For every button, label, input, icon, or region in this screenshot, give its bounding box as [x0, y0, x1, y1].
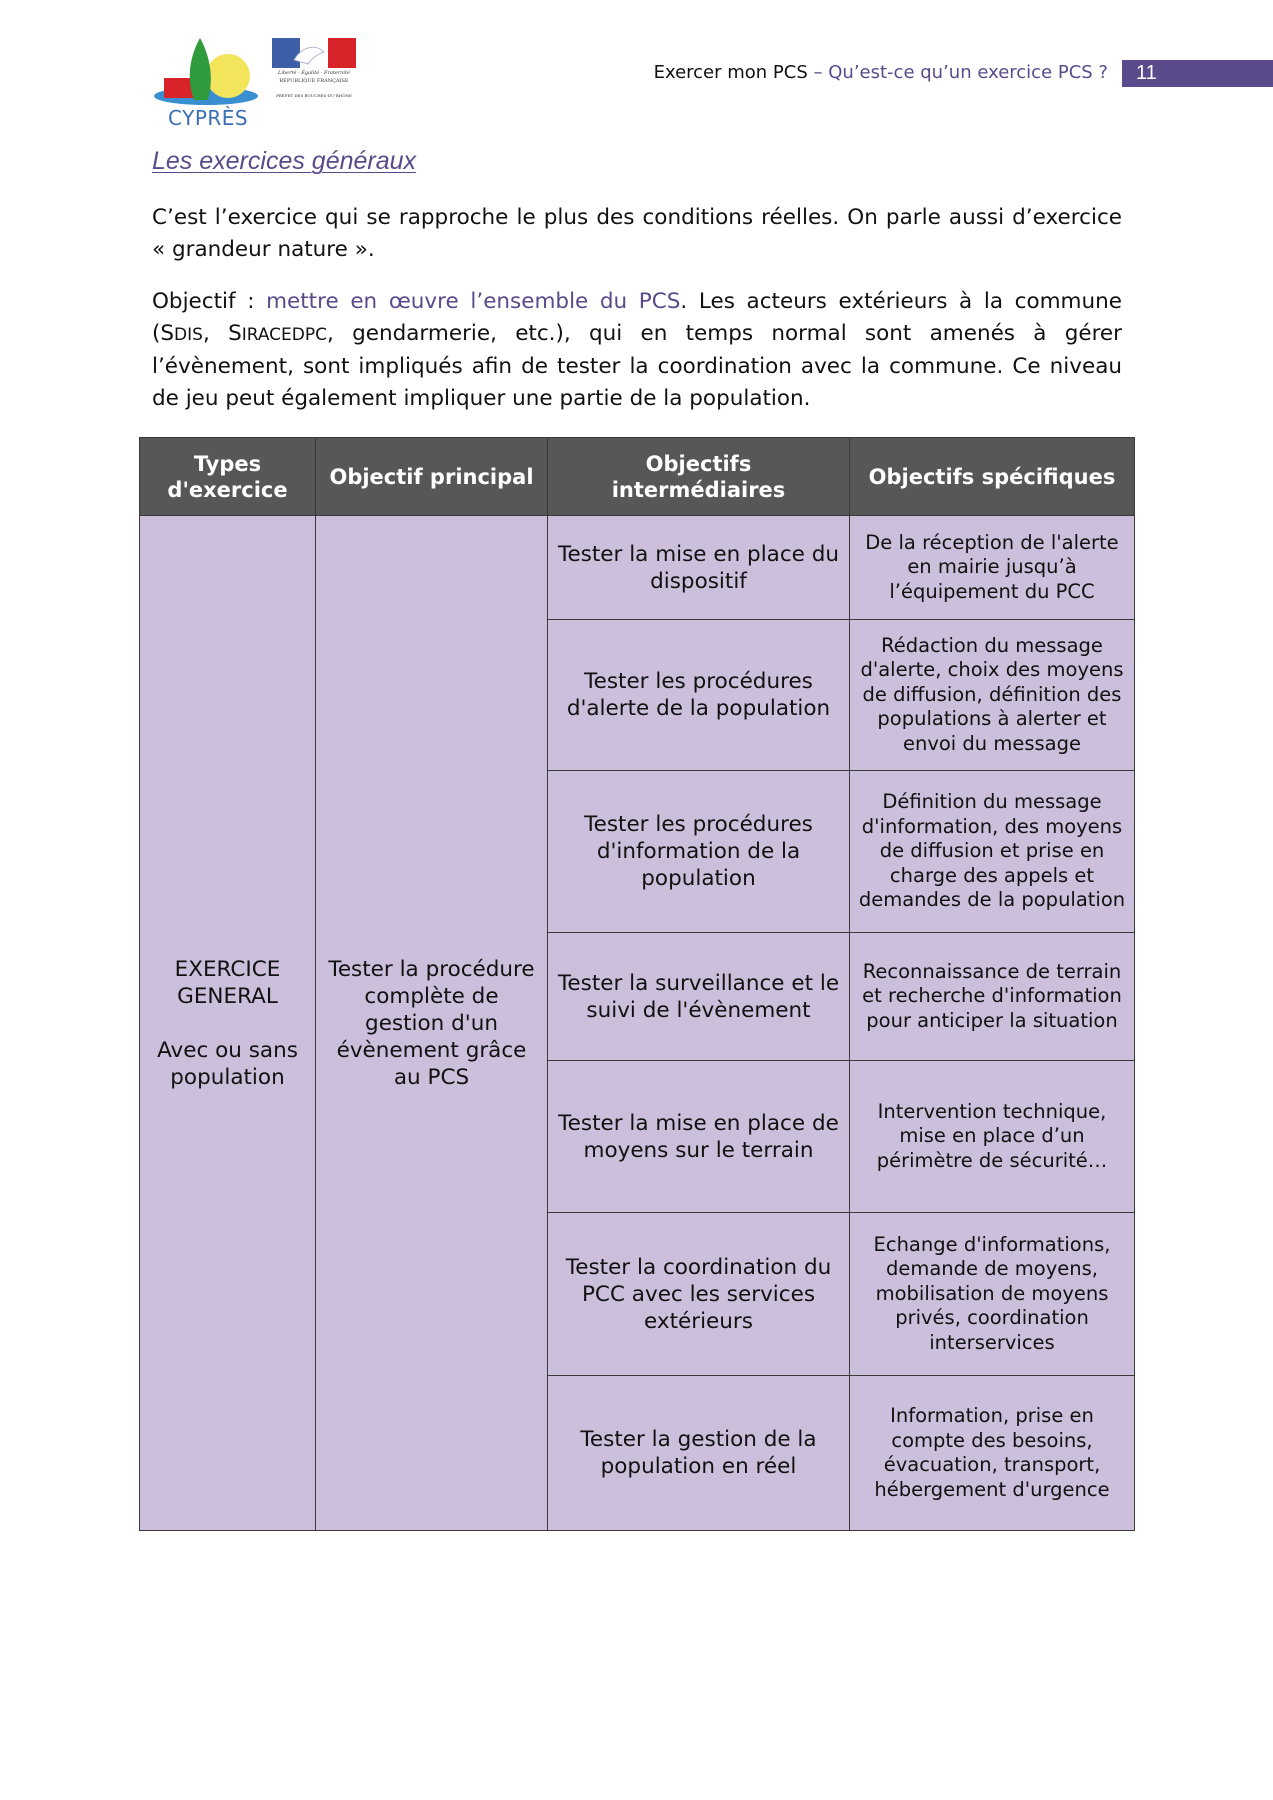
siracedpc-initial: S: [228, 320, 242, 346]
page-number: 11: [1136, 62, 1157, 84]
exercise-table: [139, 437, 1135, 1531]
running-header: [654, 62, 1108, 83]
exercise-type-population: Avec ou sans population: [157, 1037, 298, 1090]
intermediate-objective: Tester la gestion de la population en réel: [548, 1376, 850, 1531]
objective-comma: ,: [202, 320, 229, 346]
specific-objective: Définition du message d'information, des moyens de diffusion et prise en charge des appels et demandes de la population: [850, 771, 1135, 933]
prefecture-motto: Liberté · Égalité · Fraternité: [278, 70, 350, 76]
header-main-objective: Objectif principal: [316, 438, 548, 516]
cypres-logo-text: CYPRÈS: [168, 106, 249, 130]
exercise-type-name: EXERCICE GENERAL: [174, 956, 281, 1009]
objective-label: Objectif :: [152, 289, 255, 314]
main-objective-cell: Tester la procédure complète de gestion d'un évènement grâce au PCS: [316, 516, 548, 1531]
intermediate-objective: Tester les procédures d'alerte de la population: [548, 620, 850, 771]
table-header-row: [140, 438, 1135, 516]
siracedpc-rest: IRACEDPC: [241, 324, 328, 345]
objective-text-part1: . Les acteurs extérieurs à la commune (: [152, 289, 1122, 346]
sdis-initial: S: [160, 320, 175, 346]
specific-objective: Echange d'informations, demande de moyens, mobilisation de moyens privés, coordination interservices: [850, 1213, 1135, 1376]
intermediate-objective: Tester la mise en place de moyens sur le terrain: [548, 1061, 850, 1213]
intermediate-objective: Tester la coordination du PCC avec les services extérieurs: [548, 1213, 850, 1376]
intermediate-objective: Tester les procédures d'information de la population: [548, 771, 850, 933]
objective-paragraph: [152, 286, 1122, 414]
intermediate-objective: Tester la surveillance et le suivi de l'évènement: [548, 933, 850, 1061]
header-specific-objectives: Objectifs spécifiques: [850, 438, 1135, 516]
objective-text-part2: , gendarmerie, etc.), qui en temps normal sont amenés à gérer l’évènement, sont impliqués afin de tester la coordination avec la commune. Ce niveau de jeu peut également impliquer une partie de la population.: [152, 320, 1123, 411]
sdis-rest: DIS: [174, 324, 203, 345]
header-type: Types d'exercice: [140, 438, 316, 516]
chapter-title: Qu’est-ce qu’un exercice PCS ?: [828, 62, 1108, 83]
prefecture-logo: [272, 38, 356, 110]
specific-objective: Intervention technique, mise en place d’un périmètre de sécurité…: [850, 1061, 1135, 1213]
header-separator: –: [813, 62, 823, 83]
prefecture-name: PRÉFET DES BOUCHES-DU-RHÔNE: [276, 93, 352, 98]
marianne-flag-icon: [272, 38, 356, 68]
specific-objective: Rédaction du message d'alerte, choix des moyens de diffusion, définition des populations à alerter et envoi du message: [850, 620, 1135, 771]
intermediate-objective: Tester la mise en place du dispositif: [548, 516, 850, 620]
specific-objective: Reconnaissance de terrain et recherche d'information pour anticiper la situation: [850, 933, 1135, 1061]
header-intermediate-objectives: Objectifs intermédiaires: [548, 438, 850, 516]
cypres-logo: [150, 34, 262, 129]
objective-highlight: mettre en œuvre l’ensemble du PCS: [266, 289, 681, 314]
exercise-type-cell: [140, 516, 316, 1531]
table-row: [140, 516, 1135, 620]
specific-objective: Information, prise en compte des besoins, évacuation, transport, hébergement d'urgence: [850, 1376, 1135, 1531]
specific-objective: De la réception de l'alerte en mairie jusqu’à l’équipement du PCC: [850, 516, 1135, 620]
prefecture-republic: RÉPUBLIQUE FRANÇAISE: [279, 78, 349, 84]
doc-title: Exercer mon PCS: [653, 62, 808, 83]
intro-paragraph: C’est l’exercice qui se rapproche le plus des conditions réelles. On parle aussi d’exercice « grandeur nature ».: [152, 205, 1122, 262]
page-number-tab: [1122, 60, 1273, 87]
section-heading: Les exercices généraux: [152, 147, 417, 175]
